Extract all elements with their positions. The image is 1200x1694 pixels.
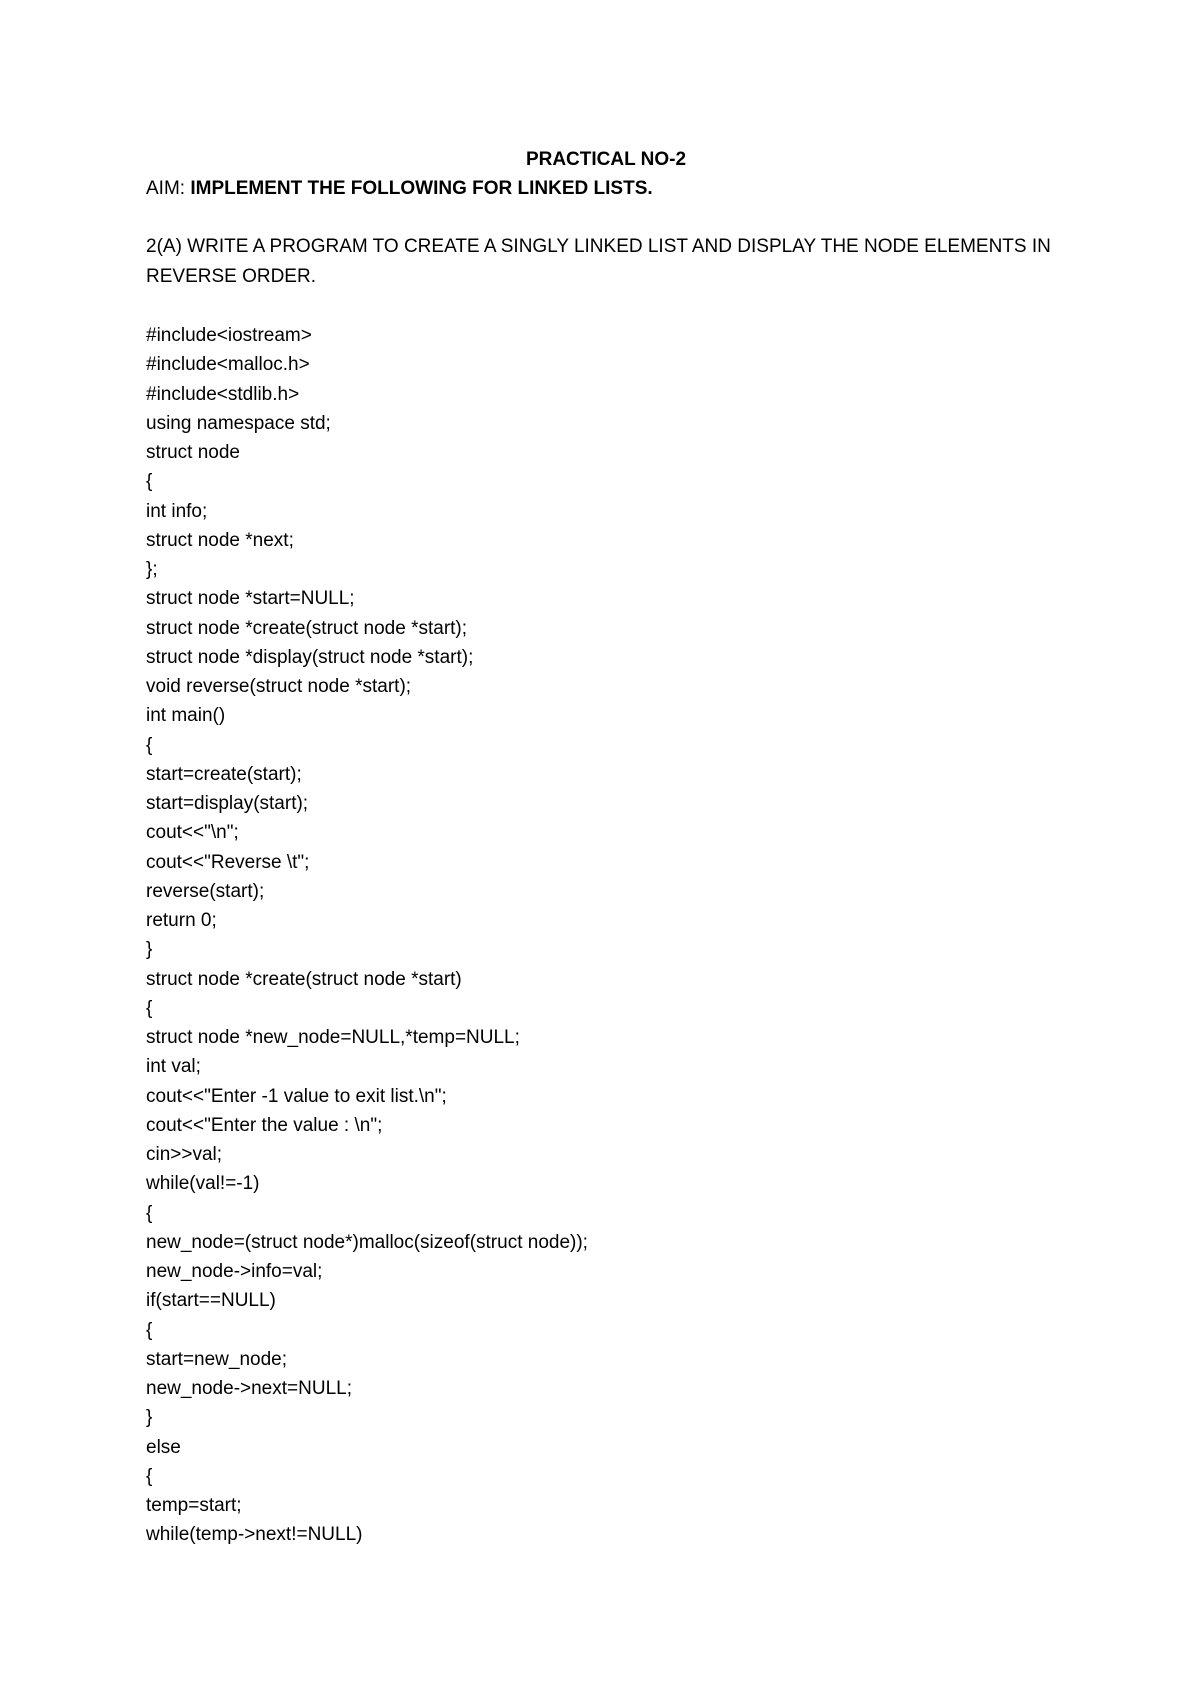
- code-line: int info;: [146, 500, 208, 522]
- code-line: struct node *start=NULL;: [146, 588, 355, 610]
- spacer: [146, 203, 1066, 232]
- code-line: {: [146, 997, 153, 1019]
- aim-line: [146, 174, 1066, 203]
- code-line: start=new_node;: [146, 1348, 288, 1370]
- code-line: {: [146, 1319, 153, 1341]
- code-line: #include<iostream>: [146, 325, 312, 346]
- code-line: void reverse(struct node *start);: [146, 676, 412, 697]
- code-line: while(val!=-1): [146, 1173, 260, 1195]
- code-line: cout<<"Enter -1 value to exit list.\n";: [146, 1085, 447, 1107]
- document-content: [146, 145, 1066, 1550]
- code-line: struct node *create(struct node *start): [146, 968, 462, 990]
- code-line: struct node *create(struct node *start);: [146, 617, 468, 639]
- code-line: using namespace std;: [146, 412, 331, 434]
- code-line: cout<<"Enter the value : \n";: [146, 1114, 383, 1136]
- question-text: 2(A) WRITE A PROGRAM TO CREATE A SINGLY LINKED LIST AND DISPLAY THE NODE ELEMENTS IN REVERSE ORDER.: [146, 236, 1051, 287]
- code-line: int val;: [146, 1056, 201, 1078]
- code-line: int main(): [146, 705, 226, 727]
- code-line: cout<<"\n";: [146, 822, 239, 844]
- code-line: temp=start;: [146, 1495, 242, 1516]
- code-line: {: [146, 1202, 153, 1224]
- code-line: struct node *display(struct node *start);: [146, 646, 474, 668]
- code-line: cin>>val;: [146, 1144, 223, 1165]
- code-line: struct node: [146, 442, 240, 463]
- code-line: #include<stdlib.h>: [146, 383, 300, 405]
- code-line: new_node=(struct node*)malloc(sizeof(struct node));: [146, 1231, 588, 1253]
- code-line: cout<<"Reverse \t";: [146, 851, 310, 873]
- code-line: {: [146, 734, 153, 756]
- code-line: new_node->info=val;: [146, 1261, 323, 1282]
- code-line: {: [146, 471, 153, 493]
- code-line: }: [146, 939, 153, 961]
- code-line: start=create(start);: [146, 763, 302, 785]
- code-line: };: [146, 559, 158, 580]
- aim-text: IMPLEMENT THE FOLLOWING FOR LINKED LISTS.: [190, 178, 653, 199]
- code-line: }: [146, 1407, 153, 1429]
- code-line: struct node *new_node=NULL,*temp=NULL;: [146, 1027, 520, 1048]
- code-line: start=display(start);: [146, 793, 309, 814]
- code-line: {: [146, 1465, 153, 1487]
- code-listing: [146, 321, 1066, 1550]
- code-line: new_node->next=NULL;: [146, 1378, 352, 1399]
- practical-title: PRACTICAL NO-2: [525, 149, 687, 170]
- aim-label: AIM:: [146, 178, 191, 199]
- code-line: #include<malloc.h>: [146, 354, 310, 376]
- spacer: [146, 292, 1066, 321]
- code-line: return 0;: [146, 910, 217, 931]
- code-line: reverse(start);: [146, 880, 265, 902]
- code-line: else: [146, 1436, 181, 1458]
- code-line: while(temp->next!=NULL): [146, 1524, 363, 1546]
- code-line: struct node *next;: [146, 529, 294, 551]
- code-line: if(start==NULL): [146, 1290, 276, 1312]
